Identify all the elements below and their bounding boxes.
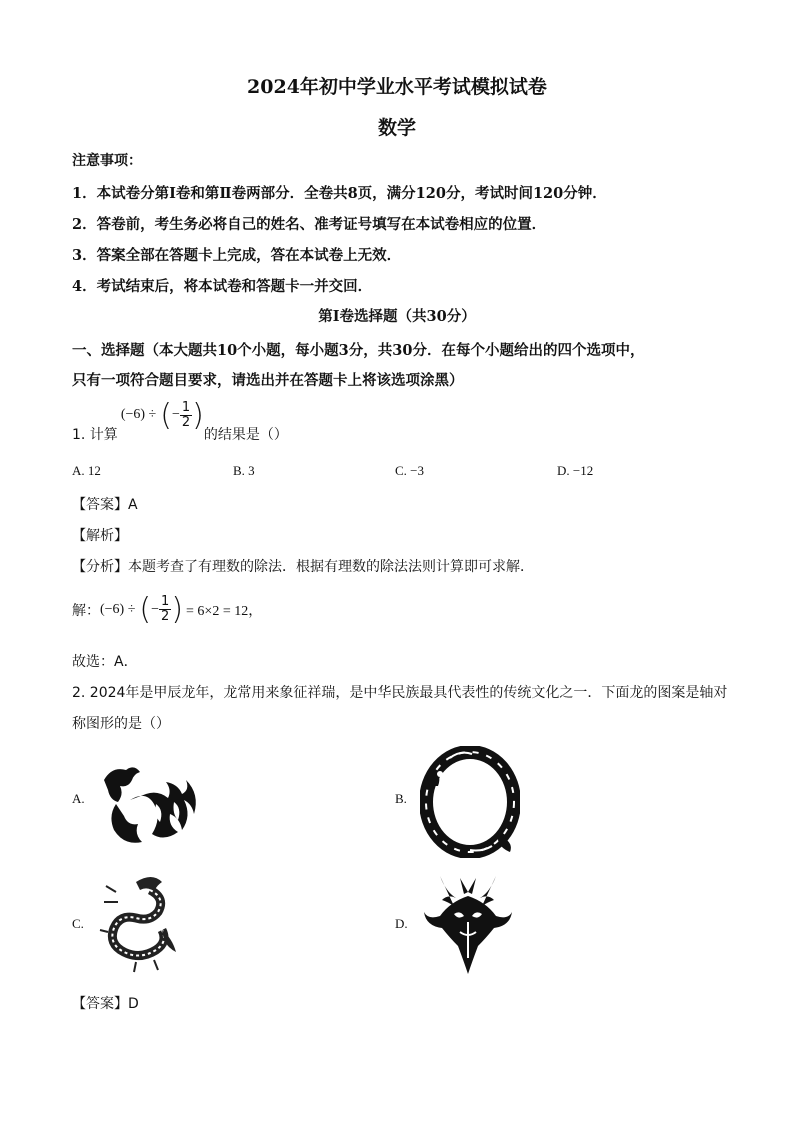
notice-heading: 注意事项： (72, 153, 142, 169)
fraction (159, 595, 171, 624)
q2-option-c-label: C. (72, 916, 84, 931)
analysis-text: 【分析】本题考查了有理数的除法．根据有理数的除法法则计算即可求解． (72, 559, 534, 575)
section-intro-line1: 一、选择题（本大题共10个小题，每小题3分，共30分．在每个小题给出的四个选项中， (72, 342, 645, 359)
frac-numerator: 1 (161, 594, 170, 609)
solution-right: = 6×2 = 12， (186, 603, 263, 619)
solution-1 (72, 592, 262, 627)
fraction (180, 401, 192, 430)
question-1 (72, 396, 288, 448)
left-paren: ( (160, 397, 172, 433)
option-d: D. −12 (557, 463, 594, 478)
analysis-tag: 【解析】 (72, 528, 128, 544)
dragon-flame-icon (94, 760, 204, 850)
option-b: B. 3 (233, 463, 255, 478)
q2-option-b-label: B. (395, 791, 407, 806)
question-1-suffix: 的结果是（） (203, 427, 288, 443)
solution-left: (−6) ÷ (100, 601, 136, 617)
question-2-line2: 称图形的是（） (72, 716, 170, 732)
question-1-prefix: 1. 计算 (72, 427, 118, 443)
notice-item: 3．答案全部在答题卡上完成，答在本试卷上无效． (72, 247, 402, 264)
option-c: C. −3 (395, 463, 425, 478)
notice-item: 4．考试结束后，将本试卷和答题卡一并交回． (72, 278, 373, 295)
left-paren: ( (139, 592, 152, 627)
frac-sign: − (171, 407, 180, 422)
right-paren: ) (171, 592, 184, 627)
exam-title: 2024年初中学业水平考试模拟试卷 (247, 76, 547, 98)
dragon-coil-icon (96, 872, 192, 976)
notice-item: 2．答卷前，考生务必将自己的姓名、准考证号填写在本试卷相应的位置． (72, 216, 547, 233)
q2-option-a-label: A. (72, 791, 85, 806)
expr-left: (−6) ÷ (120, 407, 157, 422)
conclusion-1: 故选：A． (72, 654, 138, 670)
notice-item: 1．本试卷分第Ⅰ卷和第Ⅱ卷两部分．全卷共8页，满分120分，考试时间120分钟． (72, 185, 607, 202)
dragon-head-icon (420, 872, 516, 978)
answer-1: 【答案】A (72, 497, 138, 513)
subject-title: 数学 (377, 117, 416, 139)
answer-2: 【答案】D (72, 996, 139, 1012)
frac-denominator: 2 (181, 414, 191, 430)
question-1-expression (121, 398, 204, 433)
frac-numerator: 1 (181, 399, 191, 415)
q2-option-d-label: D. (395, 916, 408, 931)
section-intro-line2: 只有一项符合题目要求，请选出并在答题卡上将该选项涂黑） (72, 372, 464, 389)
solution-prefix: 解： (72, 602, 100, 619)
right-paren: ) (192, 397, 204, 433)
section-title: 第Ⅰ卷选择题（共30分） (318, 308, 476, 325)
frac-sign: − (151, 601, 160, 617)
question-2-line1: 2. 2024年是甲辰龙年，龙常用来象征祥瑞，是中华民族最具代表性的传统文化之一．下面龙的图案是轴对 (72, 685, 728, 701)
frac-denominator: 2 (161, 609, 170, 624)
dragon-ring-icon (420, 746, 520, 858)
option-a: A. 12 (72, 463, 101, 478)
